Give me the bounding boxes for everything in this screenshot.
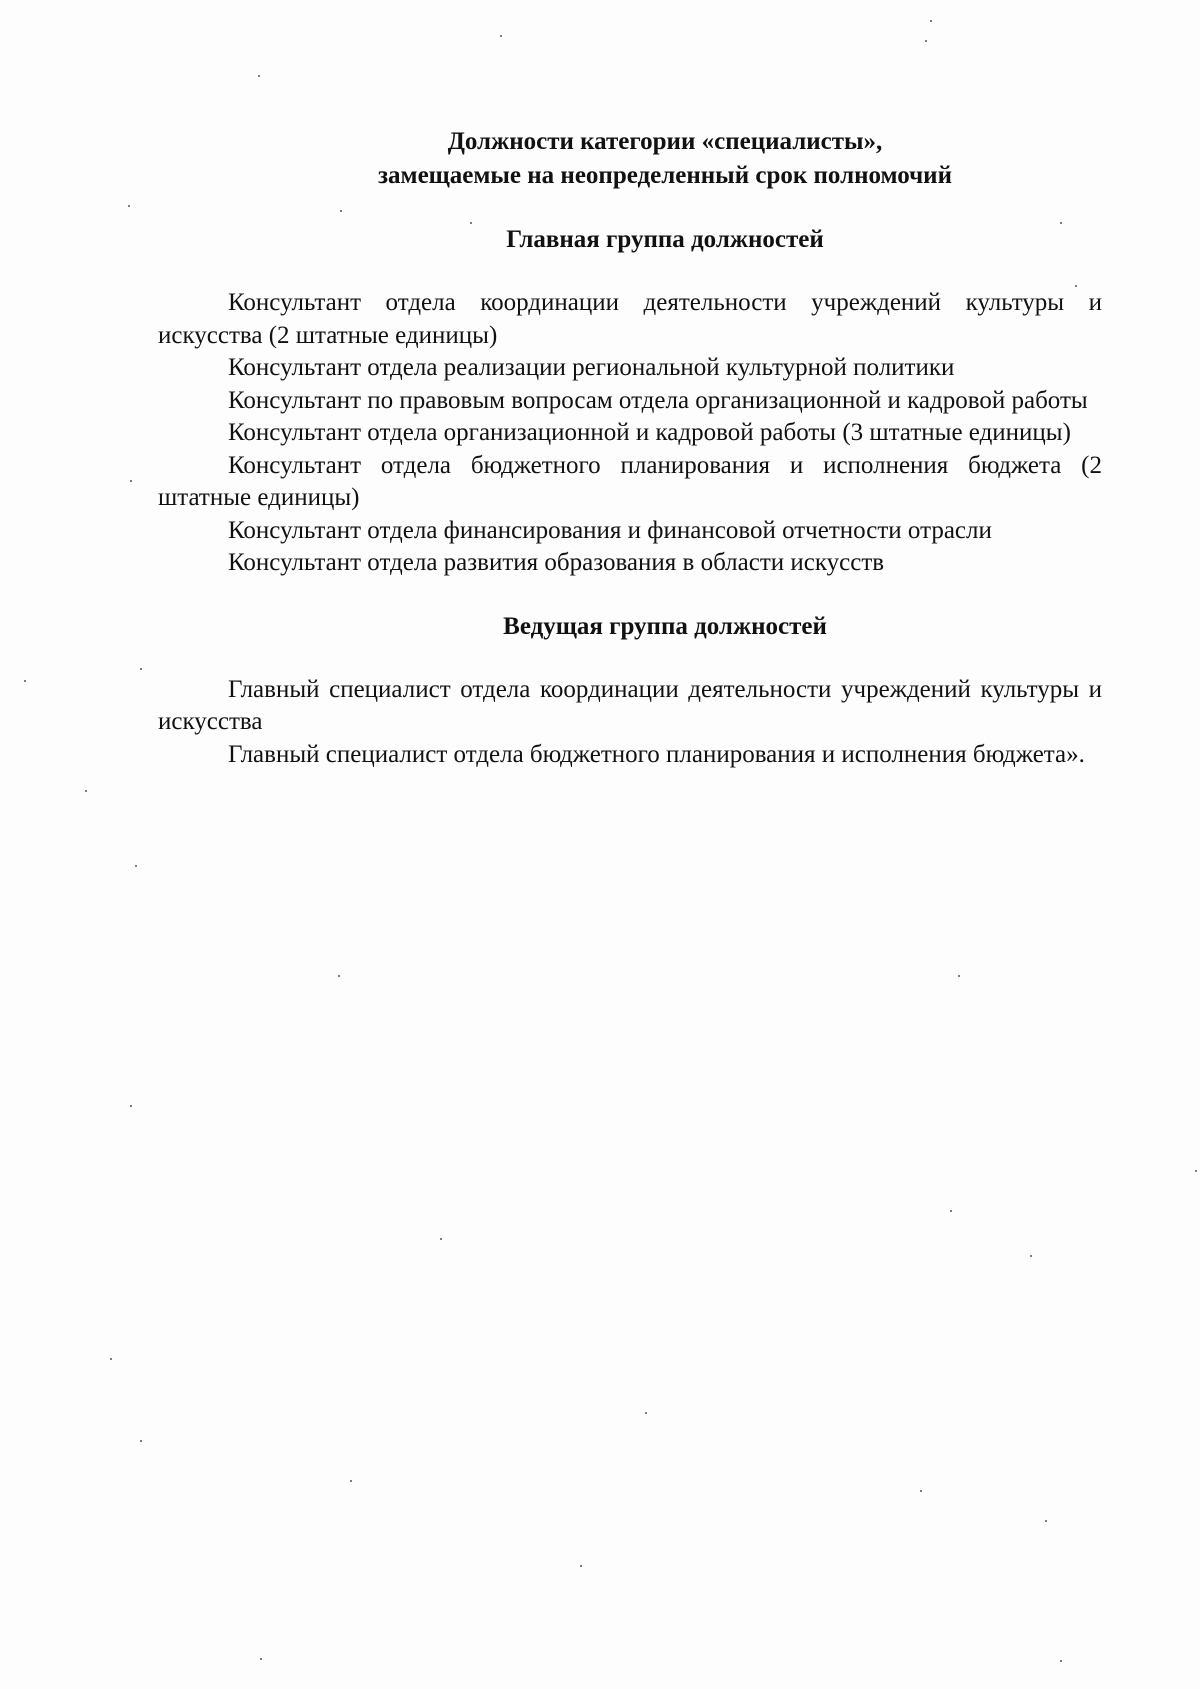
group-heading-main: Главная группа должностей	[506, 226, 824, 253]
document-body	[158, 125, 1102, 771]
document-title-line-1: Должности категории «специалисты»,	[447, 128, 883, 155]
list-item: Консультант отдела бюджетного планирования и исполнения бюджета (2 штатные единицы)	[158, 451, 1102, 511]
list-item: Консультант отдела реализации региональной культурной политики	[228, 354, 955, 381]
list-item: Консультант отдела организационной и кадровой работы (3 штатные единицы)	[228, 419, 1071, 446]
list-item: Главный специалист отдела координации деятельности учреждений культуры и искусства	[158, 675, 1102, 735]
positions-list-leading	[158, 674, 1102, 772]
document-title-line-2: замещаемые на неопределенный срок полномочий	[378, 162, 952, 189]
list-item: Главный специалист отдела бюджетного планирования и исполнения бюджета».	[228, 740, 1085, 768]
list-item: Консультант отдела координации деятельности учреждений культуры и искусства (2 штатные единицы)	[158, 289, 1102, 349]
group-heading-leading: Ведущая группа должностей	[503, 612, 827, 640]
list-item: Консультант по правовым вопросам отдела организационной и кадровой работы	[228, 386, 1088, 414]
positions-list-main	[158, 287, 1102, 580]
list-item: Консультант отдела развития образования в области искусств	[228, 549, 885, 576]
list-item: Консультант отдела финансирования и финансовой отчетности отрасли	[228, 516, 992, 544]
